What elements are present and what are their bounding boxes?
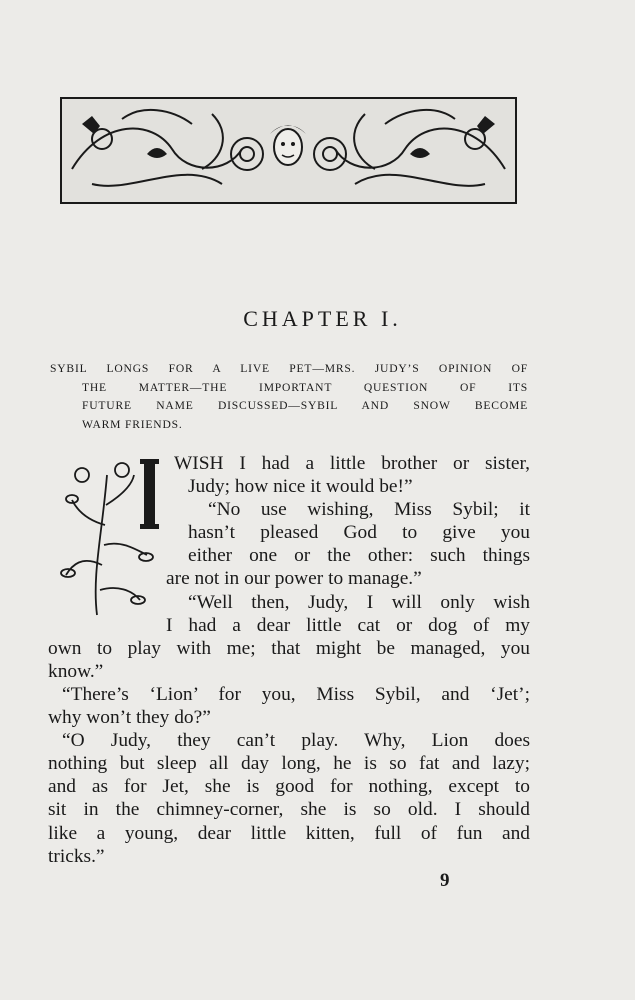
- text-line: like a young, dear little kitten, full of fun and: [48, 822, 530, 844]
- text-line: WISH I had a little brother or sister,: [174, 453, 530, 474]
- text-line: and as for Jet, she is good for nothing, except to: [48, 776, 530, 798]
- summary-line: SYBIL LONGS FOR A LIVE PET—MRS. JUDY’S OPINION OF: [50, 362, 528, 375]
- text-line: either one or the other: such things: [188, 545, 530, 567]
- text-line: Judy; how nice it would be!”: [188, 476, 413, 498]
- text-line: are not in our power to manage.”: [166, 568, 422, 590]
- summary-line: FUTURE NAME DISCUSSED—SYBIL AND SNOW BECOME: [82, 399, 528, 413]
- summary-line: THE MATTER—THE IMPORTANT QUESTION OF ITS: [82, 380, 528, 394]
- text-line: “No use wishing, Miss Sybil; it: [208, 499, 530, 521]
- text-line: own to play with me; that might be managed, you: [48, 637, 530, 659]
- text-line: “There’s ‘Lion’ for you, Miss Sybil, and ‘Jet’;: [62, 683, 530, 705]
- chapter-body-text: [48, 452, 530, 868]
- text-line: hasn’t pleased God to give you: [188, 522, 530, 544]
- text-line: know.”: [48, 660, 104, 682]
- chapter-summary: [50, 360, 528, 434]
- page-number: 9: [440, 870, 450, 891]
- text-line: I had a dear little cat or dog of my: [166, 614, 530, 636]
- text-line: tricks.”: [48, 845, 105, 867]
- text-line: nothing but sleep all day long, he is so fat and lazy;: [48, 753, 530, 775]
- chapter-title: CHAPTER I.: [243, 306, 402, 331]
- summary-line: WARM FRIENDS.: [82, 417, 183, 431]
- ornamental-headpiece: [60, 97, 517, 204]
- text-line: “Well then, Judy, I will only wish: [188, 591, 530, 613]
- text-line: “O Judy, they can’t play. Why, Lion does: [62, 730, 530, 752]
- text-line: sit in the chimney-corner, she is so old. I should: [48, 799, 530, 821]
- text-line: why won’t they do?”: [48, 707, 211, 729]
